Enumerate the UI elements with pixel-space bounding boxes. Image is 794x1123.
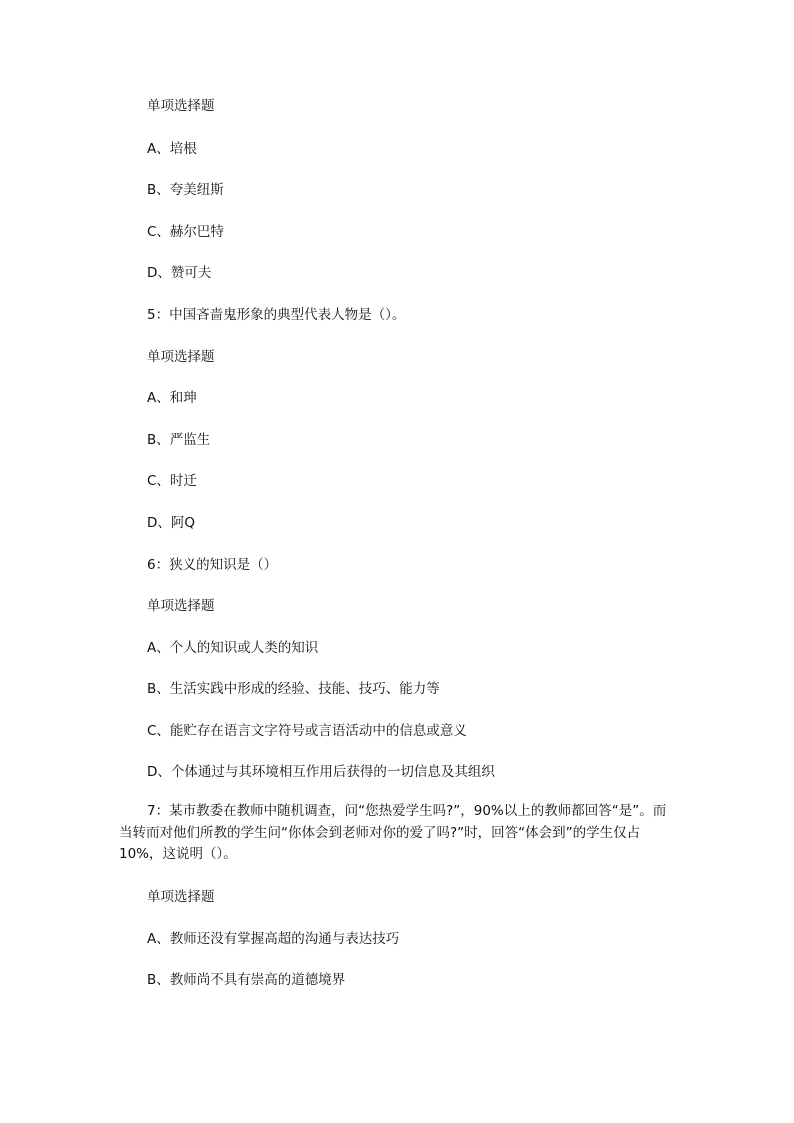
question-6-option-b: B、生活实践中形成的经验、技能、技巧、能力等 <box>147 681 440 697</box>
question-6-option-c: C、能贮存在语言文字符号或言语活动中的信息或意义 <box>147 723 467 739</box>
question-7-stem: 7：某市教委在教师中随机调查，问“您热爱学生吗?”，90%以上的教师都回答“是”。而当转而对他们所教的学生问“你体会到老师对你的爱了吗?”时，回答“体会到”的学生仅占10%，这说明（）。 <box>119 803 667 862</box>
question-5-option-a: A、和珅 <box>147 390 197 406</box>
question-7-option-b: B、教师尚不具有崇高的道德境界 <box>147 972 346 988</box>
question-4-option-c: C、赫尔巴特 <box>147 224 224 240</box>
question-5-option-d: D、阿Q <box>147 515 196 531</box>
question-7-type: 单项选择题 <box>147 889 215 905</box>
question-6-option-a: A、个人的知识或人类的知识 <box>147 640 319 656</box>
question-6-stem: 6：狭义的知识是（） <box>147 557 278 573</box>
question-6-option-d: D、个体通过与其环境相互作用后获得的一切信息及其组织 <box>147 764 495 780</box>
question-4-type: 单项选择题 <box>147 98 215 114</box>
question-5-stem: 5：中国吝啬鬼形象的典型代表人物是（）。 <box>147 307 406 323</box>
question-5-option-b: B、严监生 <box>147 432 211 448</box>
question-5-type: 单项选择题 <box>147 349 215 365</box>
question-4-option-b: B、夸美纽斯 <box>147 182 224 198</box>
question-5-option-c: C、时迁 <box>147 473 197 489</box>
question-4-option-a: A、培根 <box>147 141 197 157</box>
question-6-type: 单项选择题 <box>147 598 215 614</box>
question-7-option-a: A、教师还没有掌握高超的沟通与表达技巧 <box>147 931 400 947</box>
question-4-option-d: D、赞可夫 <box>147 265 212 281</box>
